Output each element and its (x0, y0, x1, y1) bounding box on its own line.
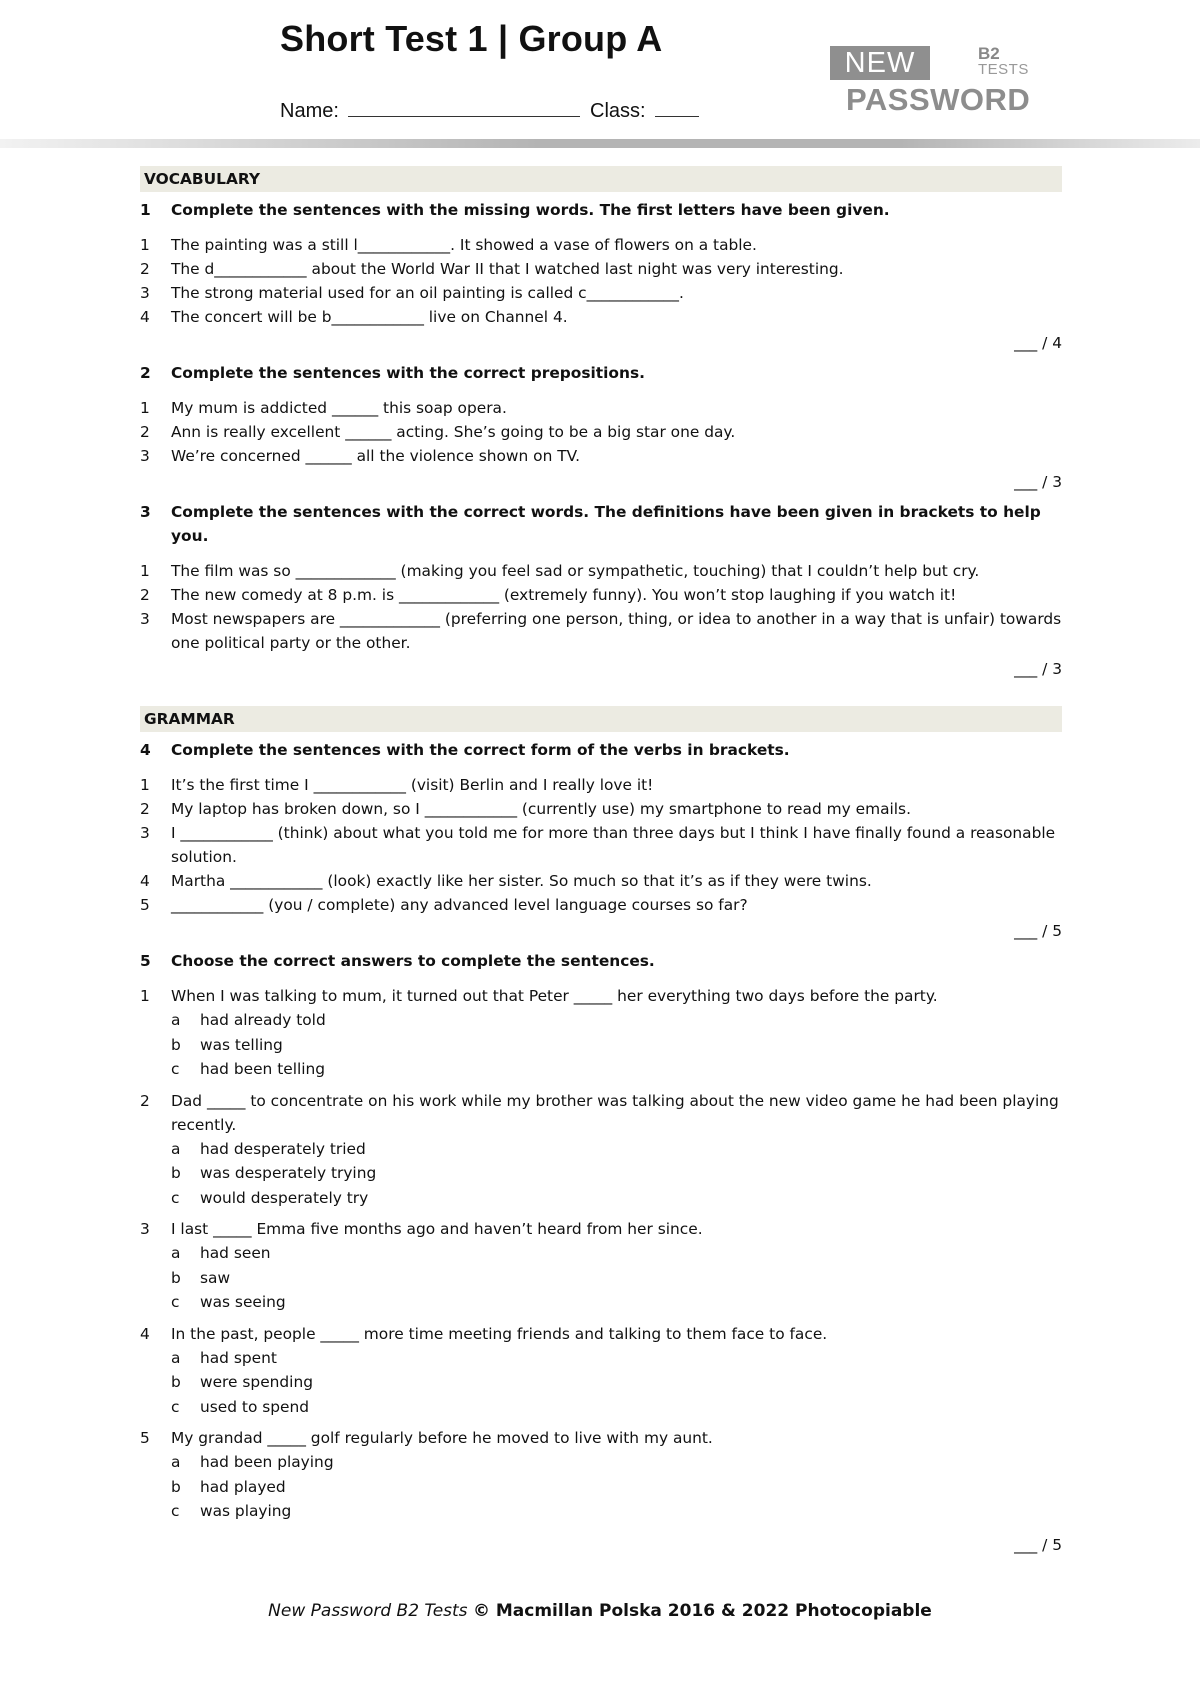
option-letter: b (171, 1164, 181, 1182)
class-field[interactable] (655, 98, 699, 117)
option-letter: b (171, 1268, 181, 1287)
item-text: The film was so _____________ (making you feel sad or sympathetic, touching) that I couldn’t help but cry. (171, 562, 980, 580)
item-text: In the past, people _____ more time meeting friends and talking to them face to face. (171, 1324, 828, 1343)
item-number: 2 (140, 586, 150, 604)
exercise-number: 5 (140, 952, 151, 970)
test-content (140, 166, 1062, 1557)
list-item[interactable] (140, 233, 1062, 257)
logo-new-text: NEW (830, 46, 930, 80)
header-divider (0, 139, 1200, 148)
instruction-text: Choose the correct answers to complete the sentences. (171, 952, 655, 970)
item-text: Ann is really excellent ______ acting. She’s going to be a big star one day. (171, 423, 736, 441)
exercise-1 (140, 198, 1062, 355)
item-text: Martha ____________ (look) exactly like her sister. So much so that it’s as if they were twins. (171, 872, 872, 890)
item-text: The strong material used for an oil painting is called c____________. (171, 284, 684, 302)
answer-option[interactable] (140, 1290, 1062, 1315)
item-text: ____________ (you / complete) any advanced level language courses so far? (171, 896, 748, 914)
option-text: were spending (200, 1373, 313, 1391)
option-text: had desperately tried (200, 1139, 366, 1158)
item-number: 1 (140, 562, 150, 580)
item-number: 3 (140, 610, 150, 628)
list-item[interactable] (140, 396, 1062, 420)
question-5 (140, 1426, 1062, 1524)
list-item[interactable] (140, 559, 1062, 583)
name-field[interactable] (348, 98, 580, 117)
option-letter: a (171, 1139, 181, 1158)
option-text: had played (200, 1477, 286, 1496)
option-letter: a (171, 1244, 181, 1262)
question-stem (140, 1089, 1062, 1137)
exercise-number: 1 (140, 201, 151, 219)
exercise-instruction (140, 361, 1062, 385)
option-text: had been playing (200, 1453, 334, 1471)
item-text: The painting was a still l____________. It showed a vase of flowers on a table. (171, 236, 757, 254)
logo-tests-text: TESTS (978, 61, 1029, 78)
item-number: 3 (140, 284, 150, 302)
item-text: When I was talking to mum, it turned out that Peter _____ her everything two days before the party. (171, 987, 938, 1005)
option-text: used to spend (200, 1397, 310, 1416)
list-item[interactable] (140, 797, 1062, 821)
item-number: 1 (140, 236, 150, 254)
item-number: 3 (140, 1220, 150, 1238)
option-letter: b (171, 1373, 181, 1391)
item-text: Most newspapers are _____________ (preferring one person, thing, or idea to another in a way that is unfair) towards one political party or the other. (171, 610, 1062, 652)
item-number: 4 (140, 1324, 150, 1343)
item-text: The new comedy at 8 p.m. is _____________ (extremely funny). You won’t stop laughing if you watch it! (171, 586, 957, 604)
answer-option[interactable] (140, 1450, 1062, 1475)
exercise-4 (140, 738, 1062, 943)
score-box[interactable]: ___ / 3 (1014, 473, 1062, 491)
item-number: 3 (140, 447, 150, 465)
item-text: Dad _____ to concentrate on his work while my brother was talking about the new video game he had been playing recently. (171, 1091, 1059, 1134)
option-letter: c (171, 1188, 180, 1207)
option-letter: b (171, 1477, 181, 1496)
question-stem (140, 1322, 1062, 1346)
exercise-5 (140, 949, 1062, 1557)
item-text: The d____________ about the World War II that I watched last night was very interesting. (171, 260, 844, 278)
exercise-instruction (140, 949, 1062, 973)
item-number: 5 (140, 896, 150, 914)
item-number: 2 (140, 260, 150, 278)
list-item[interactable] (140, 583, 1062, 607)
option-text: was playing (200, 1502, 292, 1520)
option-text: had already told (200, 1011, 326, 1029)
exercise-number: 3 (140, 503, 151, 521)
question-2 (140, 1089, 1062, 1211)
item-text: The concert will be b____________ live on Channel 4. (171, 308, 568, 326)
question-stem (140, 1426, 1062, 1450)
answer-option[interactable] (140, 1033, 1062, 1058)
grammar-heading: GRAMMAR (140, 706, 1062, 732)
class-label: Class: (590, 100, 646, 122)
exercise-2 (140, 361, 1062, 494)
option-text: had seen (200, 1244, 271, 1262)
list-item[interactable] (140, 773, 1062, 797)
answer-option[interactable] (140, 1475, 1062, 1500)
footer-copyright: © Macmillan Polska 2016 & 2022 Photocopiable (472, 1601, 932, 1621)
exercise-number: 4 (140, 741, 151, 759)
item-number: 4 (140, 872, 150, 890)
exercise-3 (140, 500, 1062, 681)
option-text: had spent (200, 1348, 277, 1367)
option-text: was desperately trying (200, 1164, 377, 1182)
item-number: 1 (140, 399, 150, 417)
answer-option[interactable] (140, 1499, 1062, 1524)
item-text: It’s the first time I ____________ (visit) Berlin and I really love it! (171, 776, 654, 794)
score-box[interactable]: ___ / 5 (1014, 1535, 1062, 1554)
option-letter: b (171, 1035, 181, 1054)
answer-option[interactable] (140, 1186, 1062, 1211)
option-text: was telling (200, 1035, 283, 1054)
item-number: 1 (140, 987, 150, 1005)
answer-option[interactable] (140, 1137, 1062, 1162)
instruction-text: Complete the sentences with the missing words. The first letters have been given. (171, 201, 890, 219)
name-label: Name: (280, 100, 339, 122)
list-item[interactable] (140, 607, 1062, 655)
item-text: My grandad _____ golf regularly before he moved to live with my aunt. (171, 1429, 713, 1447)
question-4 (140, 1322, 1062, 1420)
footer-title: New Password B2 Tests (268, 1601, 468, 1621)
option-letter: c (171, 1293, 180, 1311)
answer-option[interactable] (140, 1057, 1062, 1082)
item-number: 1 (140, 776, 150, 794)
exercise-number: 2 (140, 364, 151, 382)
list-item[interactable] (140, 444, 1062, 468)
score-box[interactable]: ___ / 3 (1014, 660, 1062, 678)
answer-option[interactable] (140, 1346, 1062, 1371)
instruction-text: Complete the sentences with the correct words. The definitions have been given in brackets to help you. (171, 503, 1041, 545)
option-letter: c (171, 1397, 180, 1416)
question-stem (140, 1217, 1062, 1241)
item-number: 2 (140, 800, 150, 818)
item-number: 4 (140, 308, 150, 326)
option-letter: a (171, 1348, 181, 1367)
option-text: was seeing (200, 1293, 286, 1311)
instruction-text: Complete the sentences with the correct prepositions. (171, 364, 645, 382)
item-text: My laptop has broken down, so I ____________ (currently use) my smartphone to read my emails. (171, 800, 911, 818)
item-number: 3 (140, 824, 150, 842)
test-title: Short Test 1 | Group A (280, 18, 663, 59)
exercise-instruction (140, 500, 1062, 548)
page-footer (0, 1601, 1200, 1621)
item-text: We’re concerned ______ all the violence shown on TV. (171, 447, 581, 465)
answer-option[interactable] (140, 1008, 1062, 1033)
item-text: I ____________ (think) about what you told me for more than three days but I think I have finally found a reasonable solution. (171, 824, 1056, 866)
answer-option[interactable] (140, 1395, 1062, 1420)
answer-option[interactable] (140, 1241, 1062, 1266)
question-1 (140, 984, 1062, 1082)
list-item[interactable] (140, 821, 1062, 869)
list-item[interactable] (140, 420, 1062, 444)
option-text: would desperately try (200, 1188, 369, 1207)
option-letter: c (171, 1060, 180, 1078)
option-text: had been telling (200, 1060, 326, 1078)
list-item[interactable] (140, 281, 1062, 305)
answer-option[interactable] (140, 1370, 1062, 1395)
exercise-instruction (140, 738, 1062, 762)
item-number: 5 (140, 1429, 150, 1447)
logo-level-text: B2 (978, 44, 1000, 63)
list-item[interactable] (140, 257, 1062, 281)
score-box[interactable]: ___ / 5 (1014, 922, 1062, 940)
option-letter: a (171, 1011, 181, 1029)
list-item[interactable] (140, 893, 1062, 917)
logo-password-text: PASSWORD (846, 82, 1031, 117)
instruction-text: Complete the sentences with the correct form of the verbs in brackets. (171, 741, 790, 759)
new-password-logo (830, 46, 1030, 116)
option-letter: c (171, 1502, 180, 1520)
item-text: I last _____ Emma five months ago and haven’t heard from her since. (171, 1220, 703, 1238)
vocabulary-heading: VOCABULARY (140, 166, 1062, 192)
option-letter: a (171, 1453, 181, 1471)
option-text: saw (200, 1268, 231, 1287)
answer-option[interactable] (140, 1161, 1062, 1186)
list-item[interactable] (140, 305, 1062, 329)
list-item[interactable] (140, 869, 1062, 893)
exercise-instruction (140, 198, 1062, 222)
name-class-row (280, 98, 699, 123)
answer-option[interactable] (140, 1266, 1062, 1291)
question-stem (140, 984, 1062, 1008)
item-number: 2 (140, 423, 150, 441)
item-number: 2 (140, 1091, 150, 1110)
item-text: My mum is addicted ______ this soap opera. (171, 399, 507, 417)
score-box[interactable]: ___ / 4 (1014, 334, 1062, 352)
question-3 (140, 1217, 1062, 1315)
